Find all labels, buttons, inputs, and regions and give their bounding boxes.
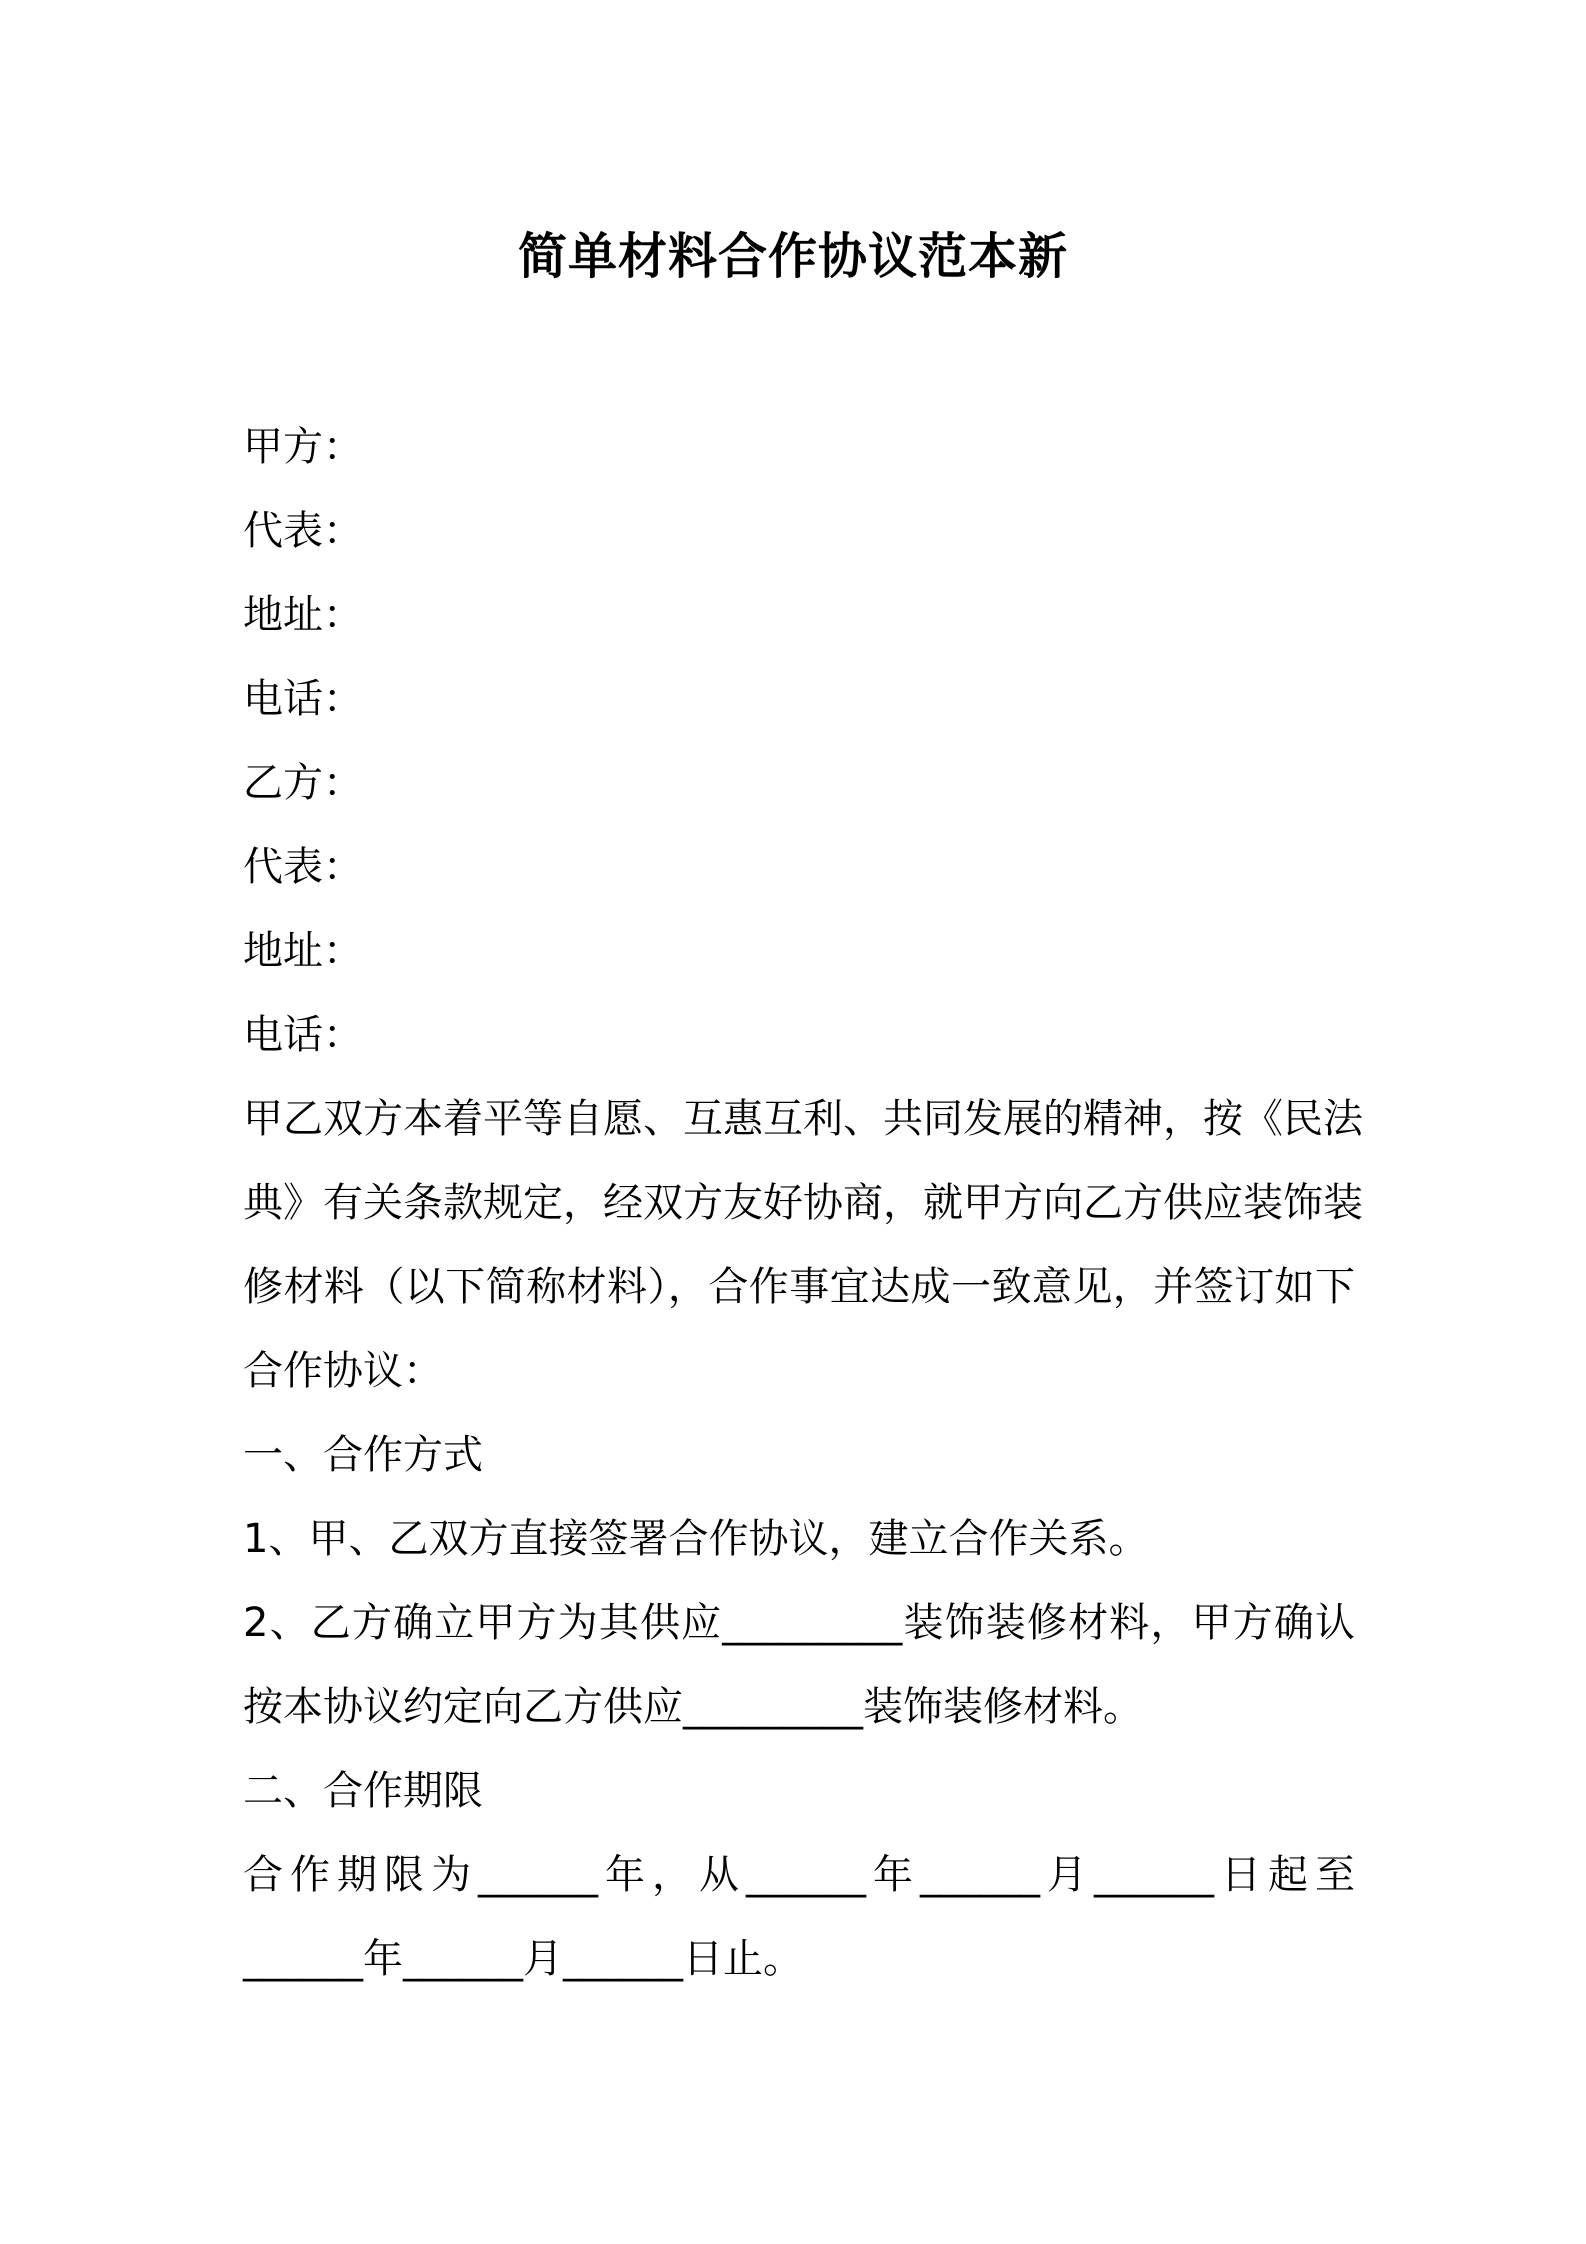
document-body bbox=[243, 405, 1363, 2001]
party-a-label: 甲方： bbox=[243, 424, 363, 470]
party-b-phone-label: 电话： bbox=[243, 1012, 363, 1058]
preamble-line-3: 修材料（以下简称材料），合作事宜达成一致意见，并签订如下 bbox=[243, 1264, 1355, 1310]
party-b-address-label: 地址： bbox=[243, 928, 363, 974]
preamble-line-1: 甲乙双方本着平等自愿、互惠互利、共同发展的精神，按《民法 bbox=[243, 1096, 1363, 1142]
section-heading-cooperation-method: 一、合作方式 bbox=[243, 1432, 483, 1478]
preamble-line-4: 合作协议： bbox=[243, 1348, 443, 1394]
term-line-1: 合作期限为______年，从______年______月______日起至 bbox=[243, 1852, 1355, 1898]
section-heading-cooperation-term: 二、合作期限 bbox=[243, 1768, 483, 1814]
document-title: 简单材料合作协议范本新 bbox=[517, 228, 1068, 285]
clause-1-1: 1、甲、乙双方直接签署合作协议，建立合作关系。 bbox=[243, 1516, 1149, 1562]
party-b-representative-label: 代表： bbox=[243, 844, 363, 890]
party-a-address-label: 地址： bbox=[243, 592, 363, 638]
party-b-label: 乙方： bbox=[243, 760, 363, 806]
party-a-phone-label: 电话： bbox=[243, 676, 363, 722]
clause-1-2-line-2: 按本协议约定向乙方供应_________装饰装修材料。 bbox=[243, 1684, 1143, 1730]
preamble-line-2: 典》有关条款规定，经双方友好协商，就甲方向乙方供应装饰装 bbox=[243, 1180, 1363, 1226]
term-line-2: ______年______月______日止。 bbox=[243, 1936, 803, 1982]
party-a-representative-label: 代表： bbox=[243, 508, 363, 554]
clause-1-2-line-1: 2、乙方确立甲方为其供应_________装饰装修材料，甲方确认 bbox=[243, 1600, 1355, 1646]
